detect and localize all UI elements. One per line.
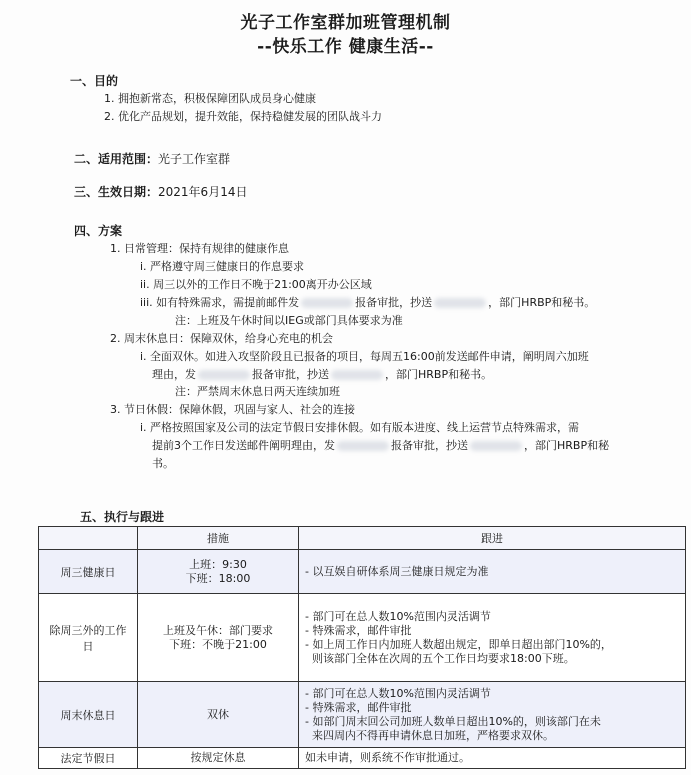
row-name: 周末休息日 xyxy=(39,682,138,748)
effective-value: 2021年6月14日 xyxy=(158,185,248,199)
table-row xyxy=(39,748,686,769)
measure-line: 下班：不晚于21:00 xyxy=(169,637,267,651)
daily-iii-part-c: ，部门HRBP和秘书。 xyxy=(488,296,596,309)
daily-item-iii xyxy=(140,294,595,310)
row-name: 周三健康日 xyxy=(39,550,138,594)
table-row xyxy=(39,594,686,682)
daily-item-i: i. 严格遵守周三健康日的作息要求 xyxy=(140,260,305,273)
holiday-line2-part-c: ，部门HRBP和秘 xyxy=(524,439,610,452)
section-plan-heading: 四、方案 xyxy=(74,224,123,238)
holiday-item-line2 xyxy=(152,437,609,453)
row-follow-up xyxy=(299,550,686,594)
weekend-item-line1: i. 全面双休。如进入攻坚阶段且已报备的项目，每周五16:00前发送邮件申请，阐明周六加班 xyxy=(140,350,589,363)
row-measure xyxy=(138,682,299,748)
holiday-title: 3. 节日休假：保障休假，巩固与家人、社会的连接 xyxy=(110,403,355,416)
row-name: 法定节假日 xyxy=(39,748,138,769)
row-measure xyxy=(138,550,299,594)
redacted-blur xyxy=(331,370,383,380)
follow-line: - 特殊需求，邮件审批 xyxy=(305,623,412,637)
section-effective-date xyxy=(74,183,247,200)
holiday-item-line1: i. 严格按照国家及公司的法定节假日安排休假。如有版本进度、线上运营节点特殊需求，需 xyxy=(140,421,580,434)
measure-line: 上班：9:30 xyxy=(189,557,247,571)
holiday-line2-part-b: 报备审批，抄送 xyxy=(391,439,468,452)
daily-iii-part-a: iii. 如有特殊需求，需提前邮件发 xyxy=(140,296,300,309)
holiday-item-line3: 书。 xyxy=(152,457,174,470)
holiday-line2-part-a: 提前3个工作日发送邮件阐明理由，发 xyxy=(152,439,335,452)
table-row xyxy=(39,682,686,748)
measure-line: 上班及午休：部门要求 xyxy=(163,623,273,637)
redacted-blur xyxy=(301,298,353,308)
scope-heading: 二、适用范围： xyxy=(74,152,159,166)
table-row xyxy=(39,550,686,594)
redacted-blur xyxy=(198,370,250,380)
document-subtitle: --快乐工作 健康生活-- xyxy=(257,37,434,57)
follow-line: - 如上周工作日内加班人数超出规定，即单日超出部门10%的， xyxy=(305,637,612,651)
document-title: 光子工作室群加班管理机制 xyxy=(240,13,451,33)
row-name: 除周三外的工作日 xyxy=(39,594,138,682)
weekend-item-line2 xyxy=(152,366,492,382)
row-measure xyxy=(138,748,299,769)
measure-line: 下班：18:00 xyxy=(185,571,251,585)
follow-line: 来四周内不得再申请休息日加班，严格要求双休。 xyxy=(305,728,554,742)
redacted-blur xyxy=(470,441,522,451)
section-tracking-heading: 五、执行与跟进 xyxy=(80,510,165,524)
redacted-blur xyxy=(337,441,389,451)
follow-line: - 部门可在总人数10%范围内灵活调节 xyxy=(305,609,491,623)
follow-line: - 特殊需求，邮件审批 xyxy=(305,700,412,714)
weekend-note: 注：严禁周末休息日两天连续加班 xyxy=(175,385,340,398)
follow-line: - 以互娱自研体系周三健康日规定为准 xyxy=(305,564,489,578)
column-header-measures: 措施 xyxy=(138,527,299,550)
section-scope xyxy=(74,150,230,167)
redacted-blur xyxy=(434,298,486,308)
follow-line: - 部门可在总人数10%范围内灵活调节 xyxy=(305,686,491,700)
weekend-line2-part-a: 理由，发 xyxy=(152,368,196,381)
follow-line: 则该部门全体在次周的五个工作日均要求18:00下班。 xyxy=(305,651,575,665)
follow-line: - 如部门周末回公司加班人数单日超出10%的，则该部门在未 xyxy=(305,714,601,728)
effective-heading: 三、生效日期： xyxy=(74,185,159,199)
weekend-line2-part-b: 报备审批，抄送 xyxy=(252,368,329,381)
follow-line: 如未申请，则系统不作审批通过。 xyxy=(305,751,470,764)
row-measure xyxy=(138,594,299,682)
daily-iii-part-b: 报备审批，抄送 xyxy=(355,296,433,309)
column-header-follow-up: 跟进 xyxy=(299,527,686,550)
purpose-item-2: 2. 优化产品规划，提升效能，保持稳健发展的团队战斗力 xyxy=(104,110,382,123)
measure-line: 按规定休息 xyxy=(190,751,246,764)
table-header-row xyxy=(39,527,686,550)
row-follow-up xyxy=(299,594,686,682)
measure-line: 双休 xyxy=(207,707,229,721)
daily-item-ii: ii. 周三以外的工作日不晚于21:00离开办公区域 xyxy=(140,278,372,291)
purpose-item-1: 1. 拥抱新常态，积极保障团队成员身心健康 xyxy=(104,92,316,105)
section-purpose-heading: 一、目的 xyxy=(70,74,119,88)
weekend-line2-part-c: ，部门HRBP和秘书。 xyxy=(385,368,493,381)
daily-note: 注：上班及午休时间以IEG或部门具体要求为准 xyxy=(175,314,403,327)
daily-title: 1. 日常管理：保持有规律的健康作息 xyxy=(110,242,289,255)
tracking-table xyxy=(38,526,686,769)
scope-value: 光子工作室群 xyxy=(158,152,231,166)
row-follow-up xyxy=(299,748,686,769)
column-header xyxy=(39,527,138,550)
weekend-title: 2. 周末休息日：保障双休，给身心充电的机会 xyxy=(110,332,333,345)
row-follow-up xyxy=(299,682,686,748)
